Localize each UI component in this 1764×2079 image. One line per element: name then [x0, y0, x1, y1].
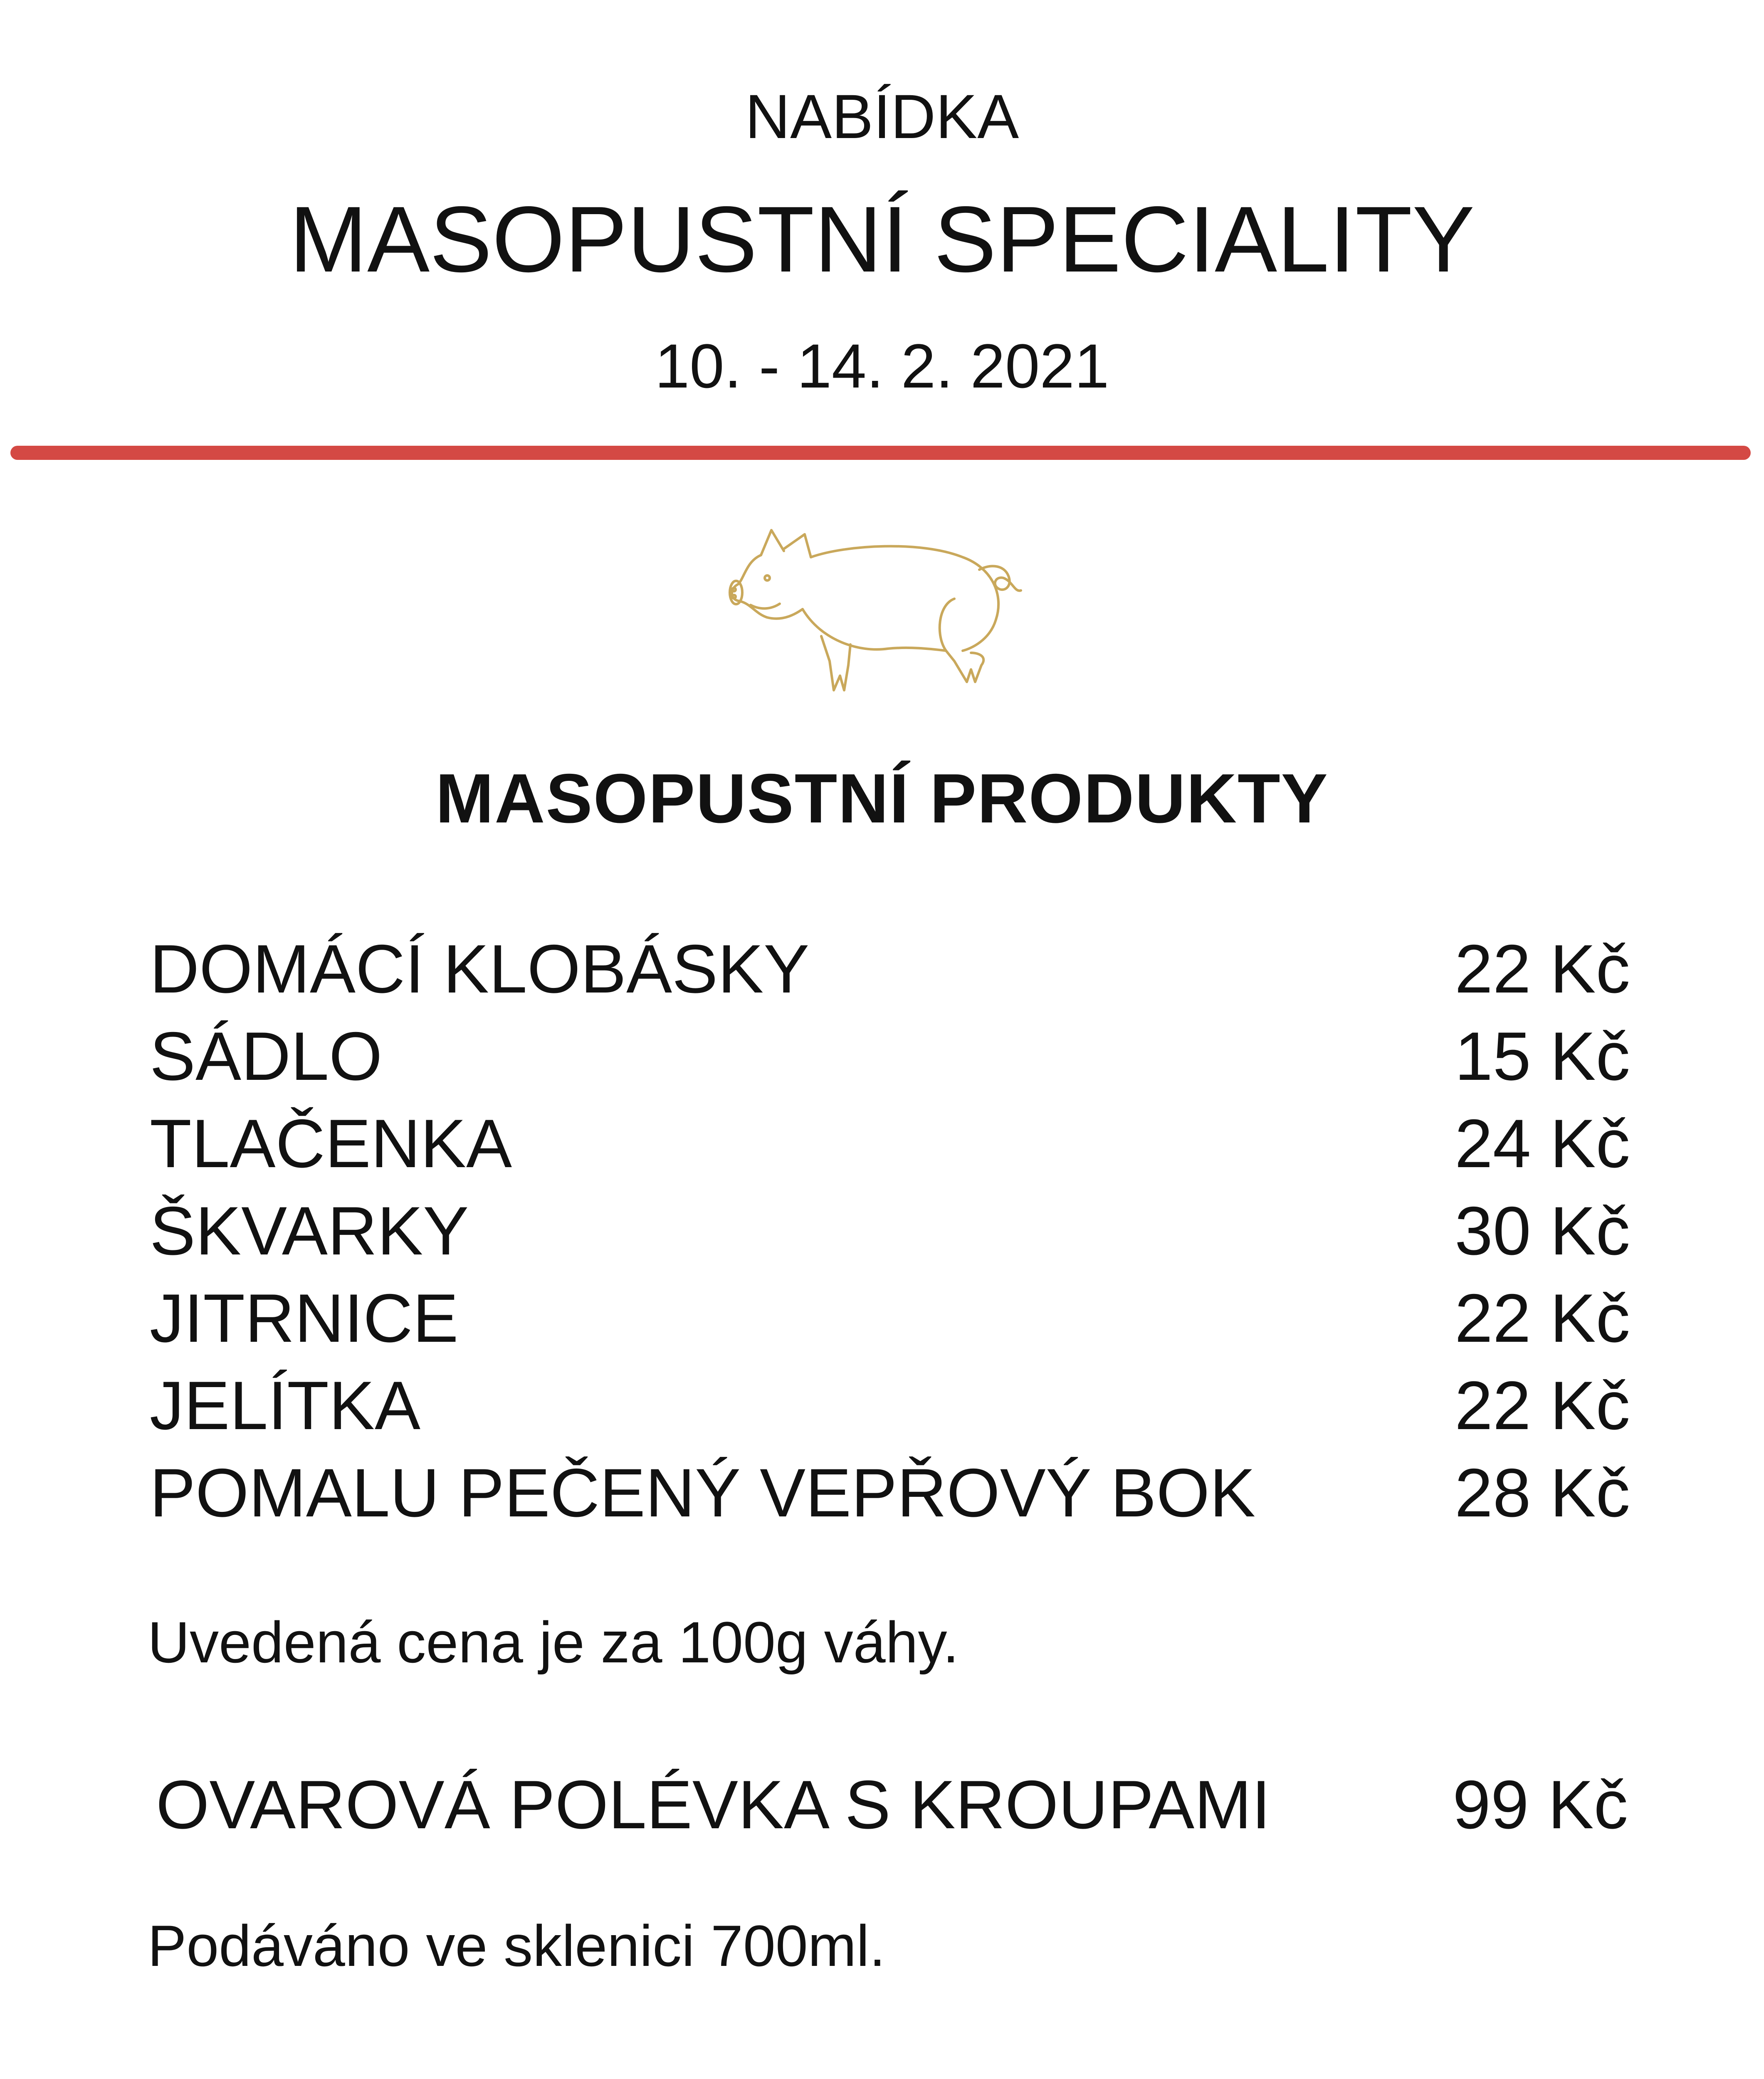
product-price: 24 Kč: [1455, 1105, 1630, 1182]
product-price: 28 Kč: [1455, 1454, 1630, 1531]
product-price: 15 Kč: [1455, 1018, 1630, 1094]
product-row: [150, 1277, 1630, 1360]
product-price: 22 Kč: [1455, 931, 1630, 1007]
header-kicker: NABÍDKA: [745, 81, 1019, 151]
product-row: [150, 1015, 1630, 1098]
soup-name: OVAROVÁ POLÉVKA S KROUPAMI: [156, 1766, 1271, 1843]
product-name: DOMÁCÍ KLOBÁSKY: [150, 931, 810, 1007]
date-range: 10. - 14. 2. 2021: [655, 331, 1109, 401]
pig-icon: [721, 516, 1046, 699]
soup-row: [150, 1763, 1630, 1846]
product-price: 22 Kč: [1455, 1280, 1630, 1356]
product-name: POMALU PEČENÝ VEPŘOVÝ BOK: [150, 1454, 1256, 1531]
page-title: MASOPUSTNÍ SPECIALITY: [289, 187, 1475, 291]
product-row: [150, 1364, 1630, 1447]
product-row: [150, 927, 1630, 1010]
product-price: 30 Kč: [1455, 1193, 1630, 1269]
product-name: SÁDLO: [150, 1018, 383, 1094]
soup-price: 99 Kč: [1453, 1766, 1628, 1843]
price-note: Uvedená cena je za 100g váhy.: [148, 1610, 959, 1675]
product-name: TLAČENKA: [150, 1105, 512, 1182]
product-price: 22 Kč: [1455, 1367, 1630, 1444]
section-title: MASOPUSTNÍ PRODUKTY: [435, 759, 1329, 837]
product-name: JITRNICE: [150, 1280, 459, 1356]
soup-note: Podáváno ve sklenici 700ml.: [148, 1913, 886, 1978]
product-name: JELÍTKA: [150, 1367, 421, 1444]
product-row: [150, 1189, 1630, 1272]
product-row: [150, 1451, 1630, 1534]
product-row: [150, 1102, 1630, 1185]
product-name: ŠKVARKY: [150, 1193, 469, 1269]
header-divider: [10, 446, 1751, 460]
